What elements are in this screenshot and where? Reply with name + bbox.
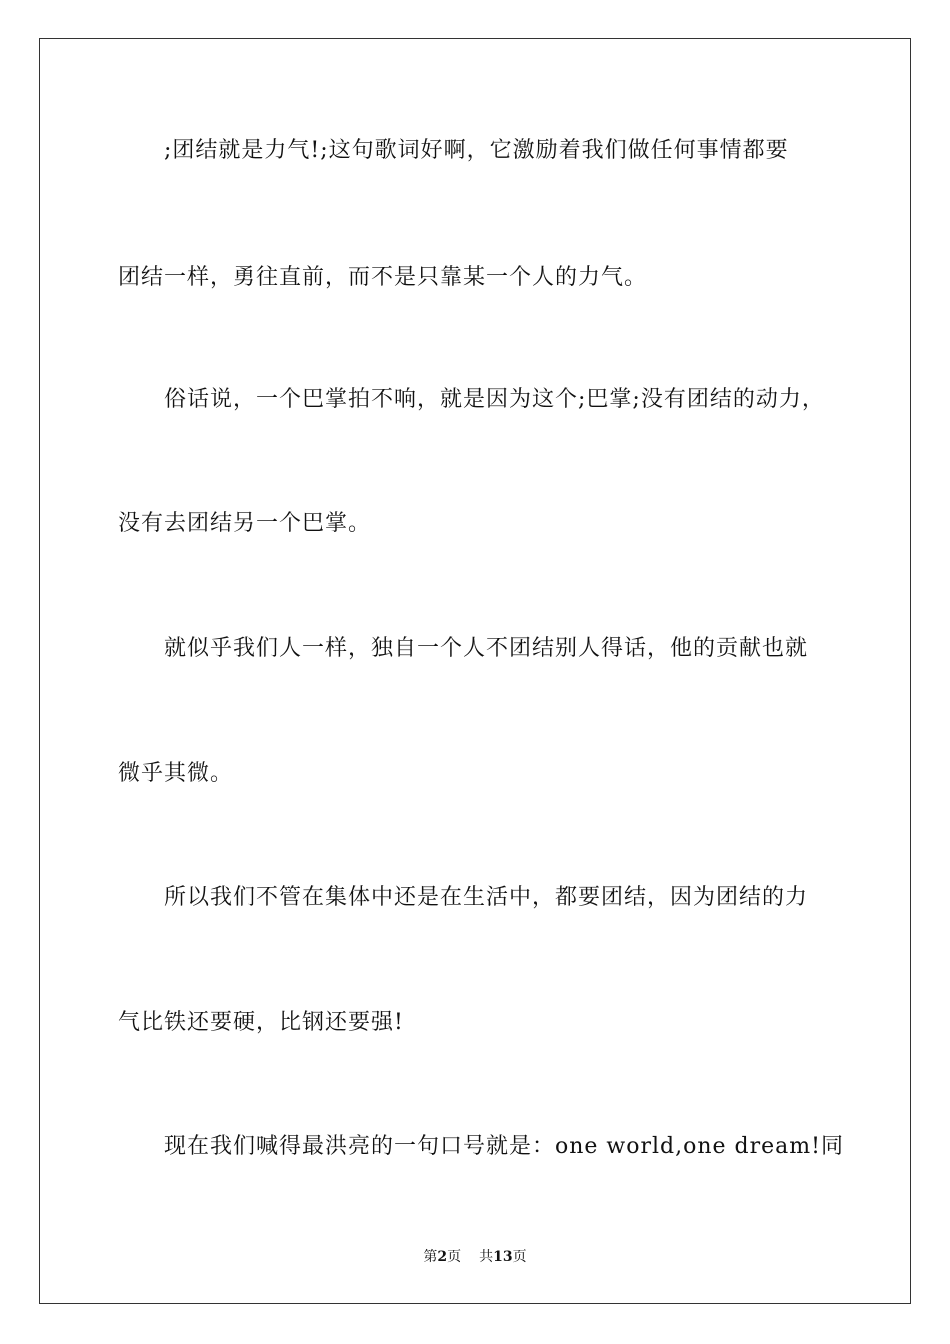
text-line-6: 微乎其微。 <box>118 761 234 786</box>
text-line-2: 团结一样，勇往直前，而不是只靠某一个人的力气。 <box>118 265 648 290</box>
page-current: 2 <box>437 1249 448 1265</box>
text-line-1: ;团结就是力气!;这句歌词好啊，它激励着我们做任何事情都要 <box>164 138 789 163</box>
page-footer <box>0 1247 950 1267</box>
page-border <box>39 38 911 1304</box>
text-line-4: 没有去团结另一个巴掌。 <box>118 511 372 536</box>
total-prefix: 共 <box>479 1249 494 1265</box>
text-line-3: 俗话说，一个巴掌拍不响，就是因为这个;巴掌;没有团结的动力， <box>164 387 825 412</box>
text-line-8: 气比铁还要硬，比钢还要强! <box>118 1010 404 1035</box>
text-line-7: 所以我们不管在集体中还是在生活中，都要团结，因为团结的力 <box>164 885 809 910</box>
page-total: 13 <box>493 1249 513 1265</box>
page-prefix: 第 <box>423 1249 438 1265</box>
total-suffix: 页 <box>512 1249 527 1265</box>
page-suffix: 页 <box>447 1249 462 1265</box>
text-line-5: 就似乎我们人一样，独自一个人不团结别人得话，他的贡献也就 <box>164 636 809 661</box>
text-line-9: 现在我们喊得最洪亮的一句口号就是：one world,one dream!同 <box>164 1134 844 1159</box>
